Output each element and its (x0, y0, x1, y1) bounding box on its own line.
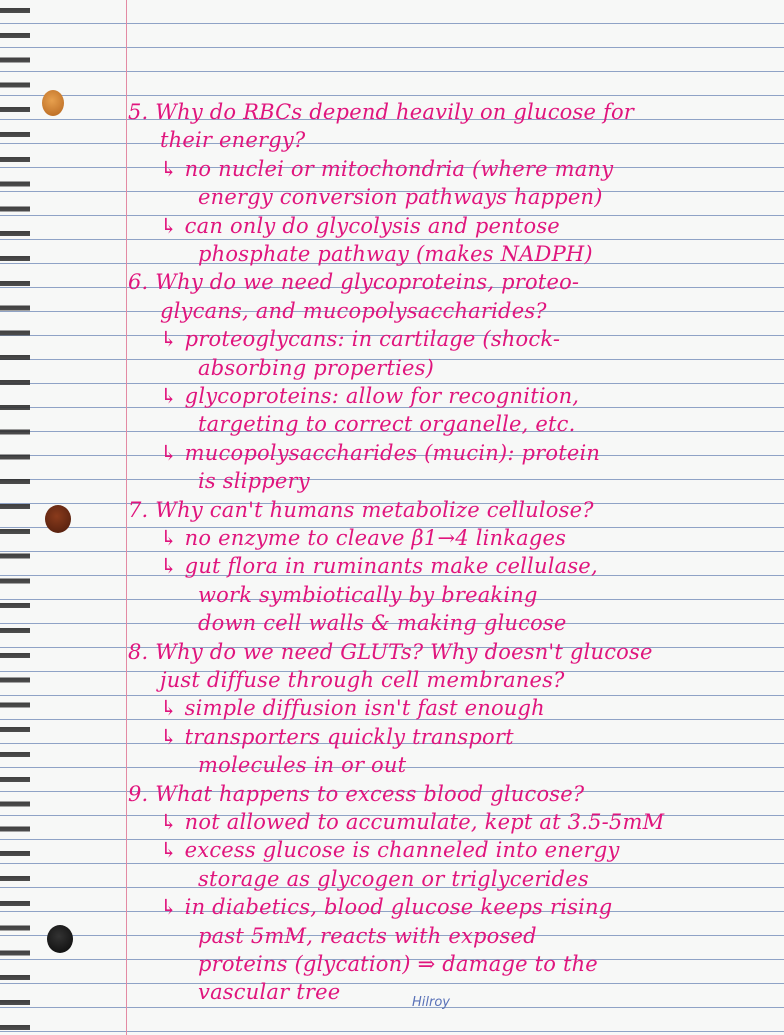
question-line: 8. Why do we need GLUTs? Why doesn't glucose (128, 639, 653, 664)
answer-line: proteins (glycation) ⇒ damage to the (198, 952, 598, 976)
question-line: 6. Why do we need glycoproteins, proteo- (128, 270, 580, 295)
answer-line: ↳ in diabetics, blood glucose keeps rising (160, 895, 613, 920)
brand-logo: Hilroy (412, 995, 450, 1010)
answer-line: ↳ proteoglycans: in cartilage (shock- (160, 327, 561, 352)
answer-line: their energy? (160, 128, 306, 153)
question-line: 9. What happens to excess blood glucose? (128, 781, 585, 806)
answer-line: ↳ no enzyme to cleave β1→4 linkages (160, 526, 567, 550)
answer-line: storage as glycogen or triglycerides (198, 866, 589, 891)
answer-line: is slippery (198, 469, 310, 494)
answer-line: ↳ gut flora in ruminants make cellulase, (160, 554, 598, 579)
answer-line: molecules in or out (198, 753, 407, 778)
answer-line: glycans, and mucopolysaccharides? (160, 298, 547, 323)
answer-line: down cell walls & making glucose (198, 611, 567, 636)
question-line: 7. Why can't humans metabolize cellulose? (128, 497, 594, 522)
answer-line: ↳ mucopolysaccharides (mucin): protein (160, 440, 601, 465)
answer-line: just diffuse through cell membranes? (160, 668, 565, 692)
answer-line: vascular tree (198, 980, 341, 1005)
answer-line: past 5mM, reacts with exposed (198, 923, 537, 948)
answer-line: ↳ simple diffusion isn't fast enough (160, 696, 545, 721)
answer-line: ↳ not allowed to accumulate, kept at 3.5-5mM (160, 810, 665, 834)
answer-line: ↳ no nuclei or mitochondria (where many (160, 156, 614, 181)
answer-line: ↳ can only do glycolysis and pentose (160, 213, 560, 238)
answer-line: ↳ transporters quickly transport (160, 724, 514, 749)
answer-line: absorbing properties) (198, 355, 435, 380)
answer-line: energy conversion pathways happen) (198, 185, 603, 210)
answer-line: phosphate pathway (makes NADPH) (198, 242, 593, 266)
answer-line: ↳ excess glucose is channeled into energy (160, 838, 620, 863)
answer-line: ↳ glycoproteins: allow for recognition, (160, 384, 580, 408)
answer-line: work symbiotically by breaking (198, 582, 538, 607)
question-line: 5. Why do RBCs depend heavily on glucose for (128, 100, 635, 124)
answer-line: targeting to correct organelle, etc. (198, 412, 576, 437)
